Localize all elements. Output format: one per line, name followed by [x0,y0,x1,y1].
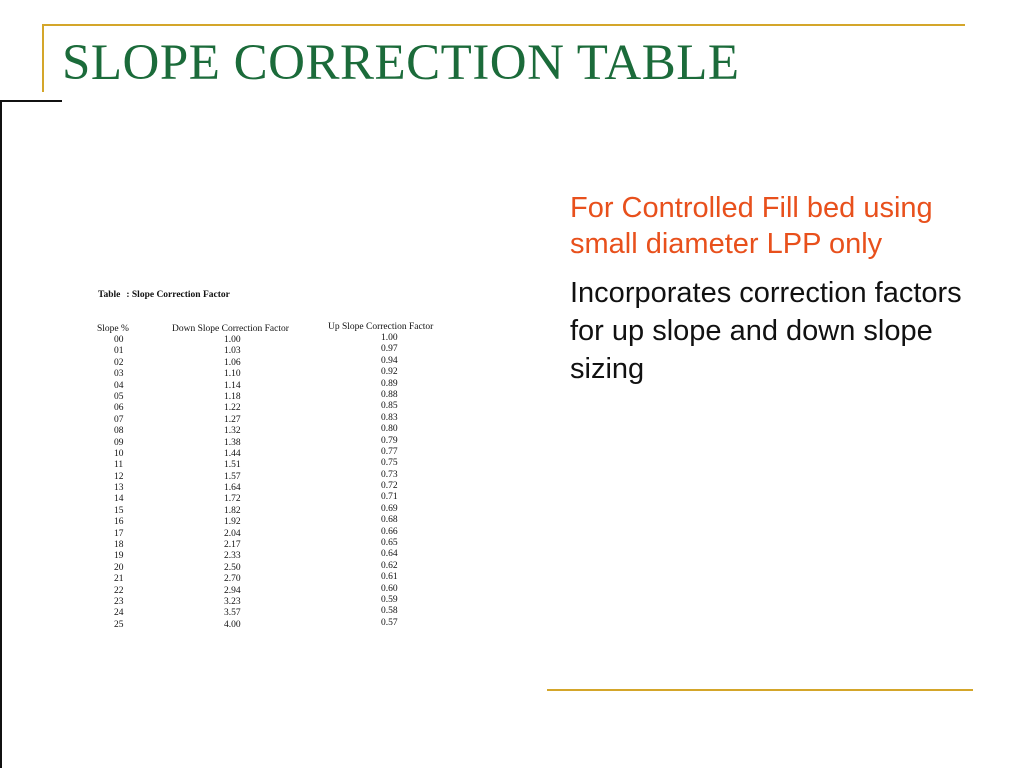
table-row [92,583,462,597]
header-up-slope: Up Slope Correction Factor [328,322,434,332]
down-factor-cell: 2.70 [224,574,241,585]
up-factor-cell: 0.75 [381,458,398,469]
bullet-highlight: For Controlled Fill bed using small diameter LPP only [570,192,933,260]
slope-cell: 21 [114,574,124,585]
table-caption-label: Table [98,290,121,300]
slope-cell: 20 [114,562,124,573]
up-factor-cell: 0.72 [381,481,398,492]
slope-cell: 23 [114,596,124,607]
down-factor-cell: 4.00 [224,619,241,630]
down-factor-cell: 1.18 [224,391,241,402]
slope-cell: 11 [114,460,124,471]
down-factor-cell: 2.50 [224,562,241,573]
table-caption [98,290,230,300]
up-factor-cell: 0.85 [381,401,398,412]
up-factor-cell: 0.73 [381,469,398,480]
down-factor-cell: 2.33 [224,551,241,562]
up-factor-cell: 0.64 [381,549,398,560]
slide-title: SLOPE CORRECTION TABLE [62,35,740,91]
table-row [92,526,462,540]
slope-cell: 04 [114,380,124,391]
up-factor-cell: 0.61 [381,572,398,583]
header-slope: Slope % [97,324,129,334]
table-row [92,335,462,346]
table-row [92,426,462,437]
table-row [92,617,462,631]
slope-cell: 24 [114,608,124,619]
slope-cell: 07 [114,414,124,425]
up-factor-cell: 0.80 [381,424,398,435]
up-factor-cell: 0.92 [381,367,398,378]
up-factor-cell: 0.57 [381,617,398,628]
slope-cell: 02 [114,357,124,368]
table-row [92,389,462,403]
table-row [92,560,462,574]
left-accent-rule [42,24,44,92]
down-factor-cell: 1.51 [224,460,241,471]
table-row [92,355,462,369]
slope-cell: 17 [114,528,124,539]
slope-cell: 16 [114,517,124,528]
slope-cell: 09 [114,437,124,448]
slope-cell: 25 [114,619,124,630]
down-factor-cell: 1.00 [224,335,241,345]
up-factor-cell: 0.83 [381,412,398,423]
table-row [92,403,462,414]
slope-cell: 19 [114,551,124,562]
slope-cell: 00 [114,335,124,345]
left-border-rule [0,100,2,768]
bottom-accent-rule [547,689,973,691]
down-factor-cell: 1.32 [224,426,241,437]
down-factor-cell: 1.03 [224,346,241,357]
up-factor-cell: 0.68 [381,515,398,526]
up-factor-cell: 0.79 [381,435,398,446]
up-factor-cell: 0.62 [381,560,398,571]
up-factor-cell: 0.88 [381,389,398,400]
up-factor-cell: 0.58 [381,606,398,617]
table-row [92,608,462,619]
top-accent-rule [42,24,965,26]
down-factor-cell: 1.92 [224,517,241,528]
down-factor-cell: 1.06 [224,357,241,368]
slope-cell: 06 [114,403,124,414]
up-factor-cell: 0.65 [381,538,398,549]
down-factor-cell: 1.64 [224,483,241,494]
down-factor-cell: 1.82 [224,505,241,516]
down-factor-cell: 1.22 [224,403,241,414]
slope-cell: 05 [114,391,124,402]
table-row [92,469,462,483]
table-row [92,460,462,471]
table-row [92,346,462,357]
table-row [92,551,462,562]
slope-cell: 01 [114,346,124,357]
up-factor-cell: 0.77 [381,446,398,457]
slope-cell: 22 [114,585,124,596]
up-factor-cell: 0.66 [381,526,398,537]
up-factor-cell: 0.59 [381,594,398,605]
up-factor-cell: 0.94 [381,355,398,366]
slope-cell: 13 [114,483,124,494]
slope-cell: 03 [114,369,124,380]
up-factor-cell: 0.97 [381,344,398,355]
up-factor-cell: 0.89 [381,378,398,389]
down-factor-cell: 1.10 [224,369,241,380]
slope-cell: 18 [114,540,124,551]
down-factor-cell: 1.27 [224,414,241,425]
table-row [92,435,462,449]
table-row [92,517,462,528]
table-row [92,494,462,505]
slope-cell: 14 [114,494,124,505]
table-row [92,483,462,494]
slope-correction-table [92,285,462,645]
down-factor-cell: 3.57 [224,608,241,619]
up-factor-cell: 0.60 [381,583,398,594]
table-row [92,574,462,585]
table-row [92,446,462,460]
down-factor-cell: 2.04 [224,528,241,539]
bullet-body: Incorporates correction factors for up slope and down slope sizing [570,277,962,385]
down-factor-cell: 1.14 [224,380,241,391]
down-factor-cell: 1.44 [224,448,241,459]
table-caption-text: : Slope Correction Factor [126,290,230,300]
table-row [92,412,462,426]
down-factor-cell: 1.72 [224,494,241,505]
up-factor-cell: 0.69 [381,503,398,514]
up-factor-cell: 0.71 [381,492,398,503]
table-body [92,335,462,631]
slope-cell: 08 [114,426,124,437]
down-factor-cell: 1.57 [224,471,241,482]
table-row [92,378,462,392]
table-row [92,594,462,608]
up-factor-cell: 1.00 [381,333,398,343]
table-row [92,540,462,551]
header-down-slope: Down Slope Correction Factor [172,324,289,334]
slope-cell: 12 [114,471,124,482]
table-row [92,503,462,517]
down-factor-cell: 3.23 [224,596,241,607]
table-row [92,369,462,380]
bullet-list [570,190,980,388]
down-factor-cell: 2.17 [224,540,241,551]
slope-cell: 15 [114,505,124,516]
down-factor-cell: 2.94 [224,585,241,596]
slope-cell: 10 [114,448,124,459]
down-factor-cell: 1.38 [224,437,241,448]
content-border-rule [0,100,62,102]
